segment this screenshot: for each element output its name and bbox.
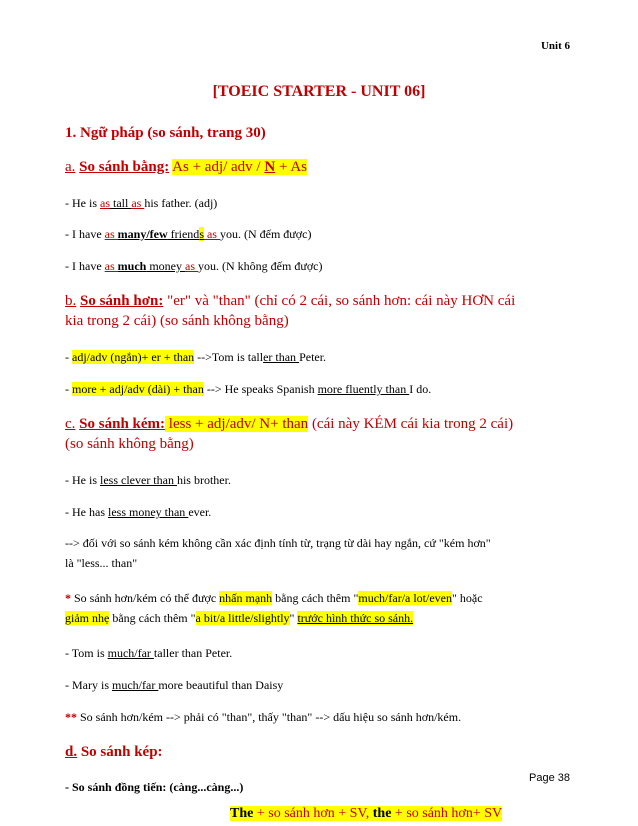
example-c1: - He is less clever than his brother. [65,473,231,487]
example-c2: - He has less money than ever. [65,505,212,519]
example-a2: - I have as many/few friends as you. (N đếm được) [65,227,312,241]
page-number: Page 38 [529,772,570,784]
example-b1: - adj/adv (ngắn)+ er + than -->Tom is taller than Peter. [65,350,327,364]
example-b2: - more + adj/adv (dài) + than --> He speaks Spanish more fluently than I do. [65,382,432,396]
example-a1: - He is as tall as his father. (adj) [65,196,218,210]
header-unit: Unit 6 [540,40,570,52]
example-c3: - Tom is much/far taller than Peter. [65,646,233,660]
note-c2: * So sánh hơn/kém có thể được nhấn mạnh bằng cách thêm "much/far/a lot/even" hoặc [65,591,483,605]
sub-heading-d: - So sánh đồng tiến: (càng...càng...) [65,780,244,794]
note-c2-line2: giảm nhẹ bằng cách thêm "a bit/a little/slightly" trước hình thức so sánh. [65,611,414,625]
heading-a: a. So sánh bằng: As + adj/ adv / N + As [65,159,308,175]
note-c3: ** So sánh hơn/kém --> phải có "than", thấy "than" --> dấu hiệu so sánh hơn/kém. [65,710,462,724]
heading-b: b. So sánh hơn: "er" và "than" (chỉ có 2 cái, so sánh hơn: cái này HƠN cái [65,293,516,309]
page-title: [TOEIC STARTER - UNIT 06] [212,83,426,100]
heading-c-line2: (so sánh không bằng) [65,436,194,452]
formula-d: The + so sánh hơn + SV, the + so sánh hơn+ SV [230,806,503,821]
heading-c: c. So sánh kém: less + adj/adv/ N+ than (cái này KÉM cái kia trong 2 cái) [65,416,514,432]
heading-b-line2: kia trong 2 cái) (so sánh không bằng) [65,313,289,329]
note-c1-line2: là "less... than" [65,556,138,570]
section-heading: 1. Ngữ pháp (so sánh, trang 30) [65,125,266,141]
heading-d: d. So sánh kép: [65,744,163,760]
example-a3: - I have as much money as you. (N không đếm được) [65,259,323,273]
note-c1: --> đối với so sánh kém không cần xác định tính từ, trạng từ dài hay ngắn, cứ "kém hơn" [65,536,491,550]
example-c4: - Mary is much/far more beautiful than Daisy [65,678,284,692]
formula-a: As + adj/ adv / N + As [172,159,308,175]
